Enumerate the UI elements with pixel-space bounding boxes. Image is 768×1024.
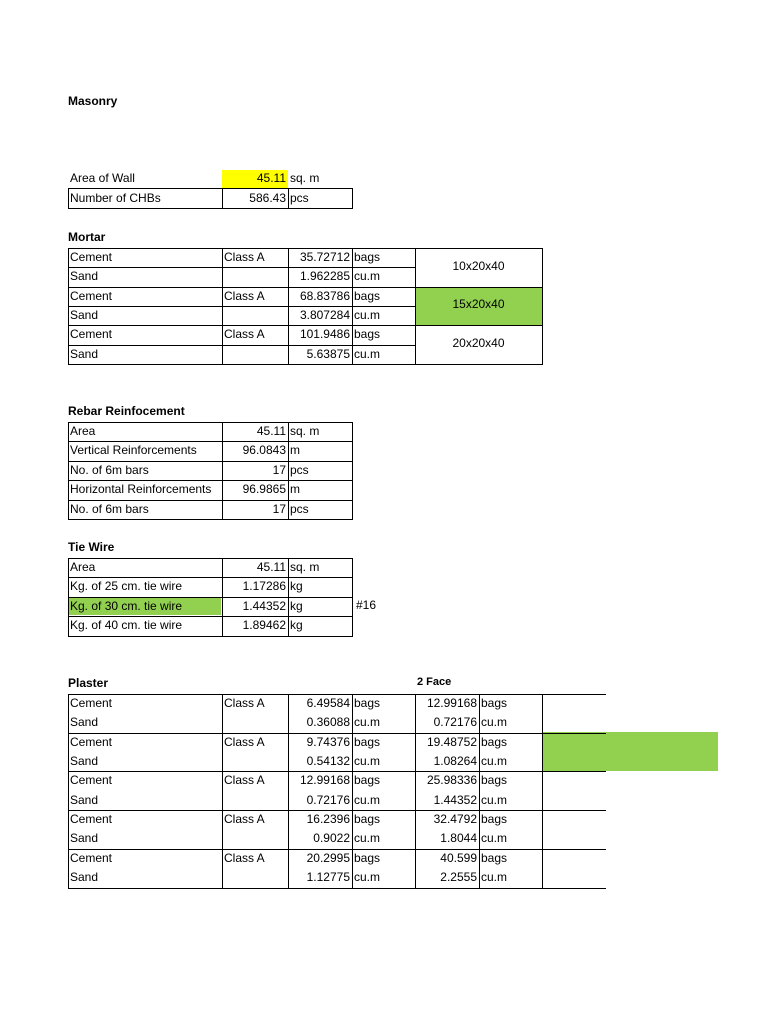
grid-line [68, 849, 606, 850]
chb-value[interactable]: 586.43 [249, 191, 286, 205]
plaster-value-two-face[interactable]: 25.98336 [426, 773, 477, 788]
grid-line [352, 248, 353, 365]
grid-line [222, 248, 223, 365]
plaster-value-one-face[interactable]: 9.74376 [306, 734, 350, 749]
grid-line [68, 364, 415, 365]
plaster-value-one-face[interactable]: 6.49584 [306, 696, 350, 710]
mortar-size-2: 15x20x40 [452, 297, 505, 311]
tie-wire-value[interactable]: 1.89462 [242, 618, 286, 633]
plaster-material: Cement [70, 812, 113, 827]
plaster-class [222, 713, 288, 733]
plaster-value-two-face[interactable]: 1.08264 [433, 754, 477, 769]
plaster-unit-one-face: bags [354, 773, 381, 788]
plaster-title: Plaster [68, 676, 109, 690]
grid-line [68, 558, 69, 637]
mortar-size-3: 20x20x40 [452, 336, 505, 350]
two-face-label: 2 Face [417, 676, 452, 688]
plaster-unit-one-face: cu.m [354, 754, 381, 769]
plaster-unit-two-face: cu.m [481, 792, 508, 807]
mortar-value[interactable]: 101.9486 [299, 327, 350, 342]
grid-line [68, 345, 415, 346]
grid-line [68, 441, 352, 442]
rebar-label: Area [70, 424, 96, 438]
plaster-unit-one-face: cu.m [354, 715, 381, 730]
grid-line [68, 267, 415, 268]
mortar-material: Cement [70, 327, 113, 342]
plaster-class [222, 829, 288, 849]
plaster-unit-two-face: cu.m [481, 831, 508, 846]
mortar-material: Cement [70, 288, 113, 303]
grid-line [415, 325, 543, 326]
plaster-unit-one-face: bags [354, 696, 381, 710]
grid-line [415, 694, 416, 889]
grid-line [68, 422, 352, 423]
grid-line [68, 306, 415, 307]
plaster-value-two-face[interactable]: 2.2555 [440, 870, 477, 885]
plaster-unit-two-face: bags [481, 850, 508, 865]
grid-line [68, 771, 606, 772]
plaster-material: Cement [70, 773, 113, 788]
plaster-value-two-face[interactable]: 32.4792 [433, 812, 477, 827]
rebar-label: No. of 6m bars [70, 462, 149, 477]
grid-line [222, 558, 223, 637]
grid-line [68, 287, 415, 288]
mortar-material: Sand [70, 307, 99, 322]
grid-line [68, 636, 352, 637]
mortar-class: Class A [224, 250, 265, 264]
mortar-class [222, 306, 288, 326]
grid-line [222, 694, 223, 889]
plaster-value-one-face[interactable]: 20.2995 [306, 850, 350, 865]
plaster-material: Sand [70, 870, 99, 885]
tie-wire-label: Kg. of 25 cm. tie wire [70, 579, 183, 594]
plaster-unit-one-face: cu.m [354, 870, 381, 885]
tie-wire-label: Kg. of 40 cm. tie wire [70, 618, 183, 633]
mortar-size-1: 10x20x40 [452, 259, 505, 273]
rebar-value[interactable]: 45.11 [256, 424, 286, 438]
grid-line [68, 422, 69, 520]
plaster-class: Class A [224, 696, 265, 710]
area-of-wall-unit: sq. m [290, 171, 320, 185]
tie-wire-gauge: #16 [356, 598, 377, 612]
plaster-class: Class A [224, 812, 265, 827]
rebar-value[interactable]: 17 [272, 462, 286, 477]
rebar-unit: sq. m [290, 424, 320, 438]
mortar-value[interactable]: 1.962285 [299, 269, 350, 284]
tie-wire-unit: kg [290, 579, 303, 594]
grid-line [68, 248, 69, 365]
grid-line [68, 733, 606, 734]
grid-line [542, 248, 543, 365]
grid-line [68, 500, 352, 501]
mortar-material: Sand [70, 269, 99, 284]
mortar-unit: bags [354, 288, 381, 303]
rebar-unit: m [290, 443, 300, 458]
rebar-label: Vertical Reinforcements [70, 443, 197, 458]
grid-line [288, 188, 289, 209]
plaster-value-one-face[interactable]: 12.99168 [299, 773, 350, 788]
grid-line [68, 888, 606, 889]
plaster-class [222, 868, 288, 888]
plaster-unit-one-face: bags [354, 734, 381, 749]
plaster-material: Sand [70, 792, 99, 807]
plaster-class: Class A [224, 734, 265, 749]
grid-line [222, 188, 223, 209]
mortar-class [222, 267, 288, 287]
grid-line [68, 694, 606, 695]
rebar-unit: pcs [290, 462, 309, 477]
grid-line [68, 248, 415, 249]
plaster-unit-one-face: bags [354, 812, 381, 827]
grid-line [288, 248, 289, 365]
grid-line [68, 694, 69, 889]
plaster-unit-two-face: cu.m [481, 870, 508, 885]
plaster-unit-two-face: cu.m [481, 715, 508, 730]
tie-wire-label: Area [70, 560, 96, 574]
tie-wire-unit: kg [290, 598, 303, 613]
tie-wire-unit: kg [290, 618, 303, 633]
grid-line [68, 519, 352, 520]
grid-line [68, 810, 606, 811]
mortar-unit: bags [354, 250, 381, 264]
tie-wire-unit: sq. m [290, 560, 320, 574]
grid-line [68, 577, 352, 578]
plaster-value-one-face[interactable]: 0.72176 [306, 792, 350, 807]
grid-line [68, 616, 352, 617]
mortar-class [222, 345, 288, 365]
plaster-class: Class A [224, 850, 265, 865]
plaster-value-one-face[interactable]: 0.36088 [306, 715, 350, 730]
plaster-unit-one-face: cu.m [354, 831, 381, 846]
grid-line [288, 558, 289, 637]
plaster-unit-two-face: cu.m [481, 754, 508, 769]
grid-line [288, 422, 289, 520]
grid-line [352, 558, 353, 637]
mortar-unit: cu.m [354, 346, 381, 361]
grid-line [479, 694, 480, 889]
mortar-class: Class A [224, 327, 265, 342]
mortar-unit: cu.m [354, 269, 381, 284]
mortar-value[interactable]: 35.72712 [299, 250, 350, 264]
grid-line [288, 694, 289, 889]
plaster-value-one-face[interactable]: 1.12775 [306, 870, 350, 885]
grid-line [68, 188, 69, 209]
plaster-value-one-face[interactable]: 16.2396 [306, 812, 350, 827]
tie-wire-value[interactable]: 1.44352 [242, 598, 286, 613]
grid-line [68, 325, 415, 326]
plaster-class [222, 752, 288, 772]
plaster-material: Sand [70, 715, 99, 730]
grid-line [68, 188, 352, 189]
plaster-unit-two-face: bags [481, 812, 508, 827]
grid-line [352, 188, 353, 209]
plaster-value-one-face[interactable]: 0.54132 [306, 754, 350, 769]
grid-line [68, 558, 352, 559]
plaster-value-one-face[interactable]: 0.9022 [313, 831, 350, 846]
mortar-title: Mortar [68, 230, 106, 244]
rebar-label: No. of 6m bars [70, 501, 149, 516]
tie-wire-title: Tie Wire [68, 540, 115, 554]
tie-wire-value[interactable]: 45.11 [256, 560, 286, 574]
plaster-value-two-face[interactable]: 19.48752 [426, 734, 477, 749]
plaster-material: Sand [70, 831, 99, 846]
plaster-material: Cement [70, 696, 113, 710]
rebar-unit: pcs [290, 501, 309, 516]
plaster-unit-one-face: cu.m [354, 792, 381, 807]
page-title: Masonry [68, 94, 118, 108]
grid-line [415, 287, 543, 288]
plaster-value-two-face[interactable]: 1.8044 [440, 831, 477, 846]
plaster-unit-one-face: bags [354, 850, 381, 865]
area-of-wall-label: Area of Wall [70, 171, 135, 185]
rebar-title: Rebar Reinfocement [68, 404, 185, 418]
plaster-class [222, 791, 288, 811]
mortar-unit: cu.m [354, 307, 381, 322]
plaster-material: Cement [70, 850, 113, 865]
grid-line [352, 694, 353, 889]
plaster-unit-two-face: bags [481, 734, 508, 749]
rebar-value[interactable]: 96.0843 [242, 443, 286, 458]
mortar-value[interactable]: 3.807284 [299, 307, 350, 322]
mortar-material: Sand [70, 346, 99, 361]
plaster-highlight [543, 732, 718, 771]
grid-line [68, 597, 352, 598]
grid-line [415, 248, 543, 249]
mortar-value[interactable]: 68.83786 [299, 288, 350, 303]
rebar-value[interactable]: 96.9865 [242, 482, 286, 497]
plaster-class: Class A [224, 773, 265, 788]
mortar-value[interactable]: 5.63875 [306, 346, 350, 361]
plaster-unit-two-face: bags [481, 773, 508, 788]
grid-line [68, 461, 352, 462]
chb-unit: pcs [290, 191, 309, 205]
tie-wire-label: Kg. of 30 cm. tie wire [70, 598, 183, 613]
mortar-class: Class A [224, 288, 265, 303]
rebar-unit: m [290, 482, 300, 497]
plaster-value-two-face[interactable]: 1.44352 [433, 792, 477, 807]
tie-wire-value[interactable]: 1.17286 [242, 579, 286, 594]
grid-line [222, 422, 223, 520]
mortar-unit: bags [354, 327, 381, 342]
plaster-material: Cement [70, 734, 113, 749]
plaster-value-two-face[interactable]: 0.72176 [433, 715, 477, 730]
rebar-value[interactable]: 17 [272, 501, 286, 516]
plaster-unit-two-face: bags [481, 696, 508, 710]
mortar-material: Cement [70, 250, 113, 264]
plaster-value-two-face[interactable]: 12.99168 [426, 696, 477, 710]
area-of-wall-value[interactable]: 45.11 [256, 171, 286, 185]
grid-line [68, 480, 352, 481]
grid-line [68, 208, 352, 209]
plaster-material: Sand [70, 754, 99, 769]
plaster-value-two-face[interactable]: 40.599 [440, 850, 477, 865]
rebar-label: Horizontal Reinforcements [70, 482, 212, 497]
grid-line [542, 694, 543, 889]
chb-label: Number of CHBs [70, 191, 161, 205]
grid-line [352, 422, 353, 520]
grid-line [415, 364, 543, 365]
